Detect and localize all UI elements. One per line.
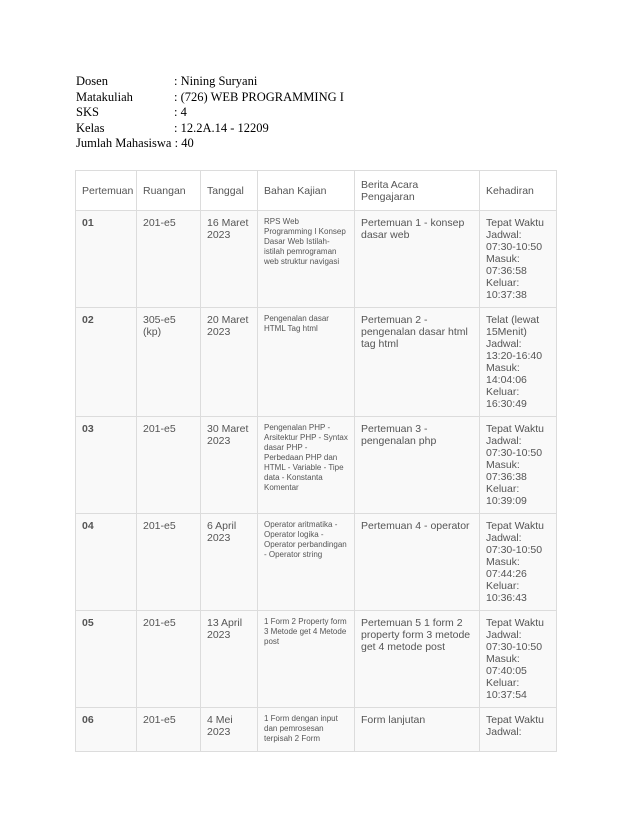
info-label: Kelas [76, 120, 105, 135]
cell-ruangan: 201-e5 [137, 611, 201, 708]
cell-pertemuan: 01 [76, 211, 137, 308]
table-header-row [76, 171, 557, 211]
info-label: Jumlah Mahasiswa [76, 136, 172, 150]
cell-tanggal: 20 Maret 2023 [201, 308, 258, 417]
table-row [76, 417, 557, 514]
cell-bahan-kajian: 1 Form dengan input dan pemrosesan terpisah 2 Form [258, 708, 355, 752]
table-row [76, 611, 557, 708]
table-row [76, 211, 557, 308]
cell-kehadiran: Tepat Waktu Jadwal: [480, 708, 557, 752]
cell-tanggal: 4 Mei 2023 [201, 708, 258, 752]
table-row [76, 708, 557, 752]
cell-kehadiran: Tepat Waktu Jadwal: 07:30-10:50 Masuk: 07:44:26 Keluar: 10:36:43 [480, 514, 557, 611]
cell-ruangan: 201-e5 [137, 211, 201, 308]
cell-berita-acara: Pertemuan 2 - pengenalan dasar html tag html [355, 308, 480, 417]
cell-tanggal: 6 April 2023 [201, 514, 258, 611]
cell-berita-acara: Pertemuan 1 - konsep dasar web [355, 211, 480, 308]
cell-kehadiran: Telat (lewat 15Menit) Jadwal: 13:20-16:40 Masuk: 14:04:06 Keluar: 16:30:49 [480, 308, 557, 417]
cell-pertemuan: 02 [76, 308, 137, 417]
info-row-matakuliah [76, 90, 344, 106]
cell-kehadiran: Tepat Waktu Jadwal: 07:30-10:50 Masuk: 07:40:05 Keluar: 10:37:54 [480, 611, 557, 708]
attendance-table [75, 170, 557, 752]
cell-berita-acara: Form lanjutan [355, 708, 480, 752]
cell-kehadiran: Tepat Waktu Jadwal: 07:30-10:50 Masuk: 07:36:58 Keluar: 10:37:38 [480, 211, 557, 308]
course-info [76, 74, 344, 152]
info-value: : 40 [174, 136, 194, 150]
cell-bahan-kajian: Pengenalan PHP - Arsitektur PHP - Syntax dasar PHP - Perbedaan PHP dan HTML - Variable - Tipe data - Konstanta Komentar [258, 417, 355, 514]
info-label: Dosen [76, 74, 108, 88]
info-row-kelas [76, 121, 344, 137]
cell-tanggal: 13 April 2023 [201, 611, 258, 708]
cell-bahan-kajian: Operator aritmatika - Operator logika - Operator perbandingan - Operator string [258, 514, 355, 611]
cell-pertemuan: 06 [76, 708, 137, 752]
info-label: SKS [76, 105, 99, 119]
cell-berita-acara: Pertemuan 4 - operator [355, 514, 480, 611]
cell-pertemuan: 03 [76, 417, 137, 514]
cell-tanggal: 30 Maret 2023 [201, 417, 258, 514]
info-row-dosen [76, 74, 344, 90]
info-value: : Nining Suryani [174, 74, 258, 88]
info-value: : (726) WEB PROGRAMMING I [174, 89, 344, 104]
cell-berita-acara: Pertemuan 5 1 form 2 property form 3 metode get 4 metode post [355, 611, 480, 708]
col-header-berita-acara: Berita Acara Pengajaran [355, 171, 480, 211]
cell-pertemuan: 05 [76, 611, 137, 708]
table-row [76, 514, 557, 611]
cell-ruangan: 201-e5 [137, 514, 201, 611]
info-label: Matakuliah [76, 89, 133, 104]
cell-ruangan: 201-e5 [137, 417, 201, 514]
cell-ruangan: 201-e5 [137, 708, 201, 752]
col-header-bahan-kajian: Bahan Kajian [258, 171, 355, 211]
cell-bahan-kajian: Pengenalan dasar HTML Tag html [258, 308, 355, 417]
cell-pertemuan: 04 [76, 514, 137, 611]
cell-berita-acara: Pertemuan 3 - pengenalan php [355, 417, 480, 514]
cell-bahan-kajian: 1 Form 2 Property form 3 Metode get 4 Metode post [258, 611, 355, 708]
info-value: : 12.2A.14 - 12209 [174, 120, 269, 135]
info-row-sks [76, 105, 344, 121]
info-value: : 4 [174, 105, 187, 119]
info-row-jumlah-mahasiswa [76, 136, 344, 152]
cell-bahan-kajian: RPS Web Programming I Konsep Dasar Web Istilah-istilah pemrograman web struktur navigasi [258, 211, 355, 308]
col-header-kehadiran: Kehadiran [480, 171, 557, 211]
table-row [76, 308, 557, 417]
cell-kehadiran: Tepat Waktu Jadwal: 07:30-10:50 Masuk: 07:36:38 Keluar: 10:39:09 [480, 417, 557, 514]
col-header-ruangan: Ruangan [137, 171, 201, 211]
col-header-tanggal: Tanggal [201, 171, 258, 211]
cell-ruangan: 305-e5 (kp) [137, 308, 201, 417]
cell-tanggal: 16 Maret 2023 [201, 211, 258, 308]
col-header-pertemuan: Pertemuan [76, 171, 137, 211]
